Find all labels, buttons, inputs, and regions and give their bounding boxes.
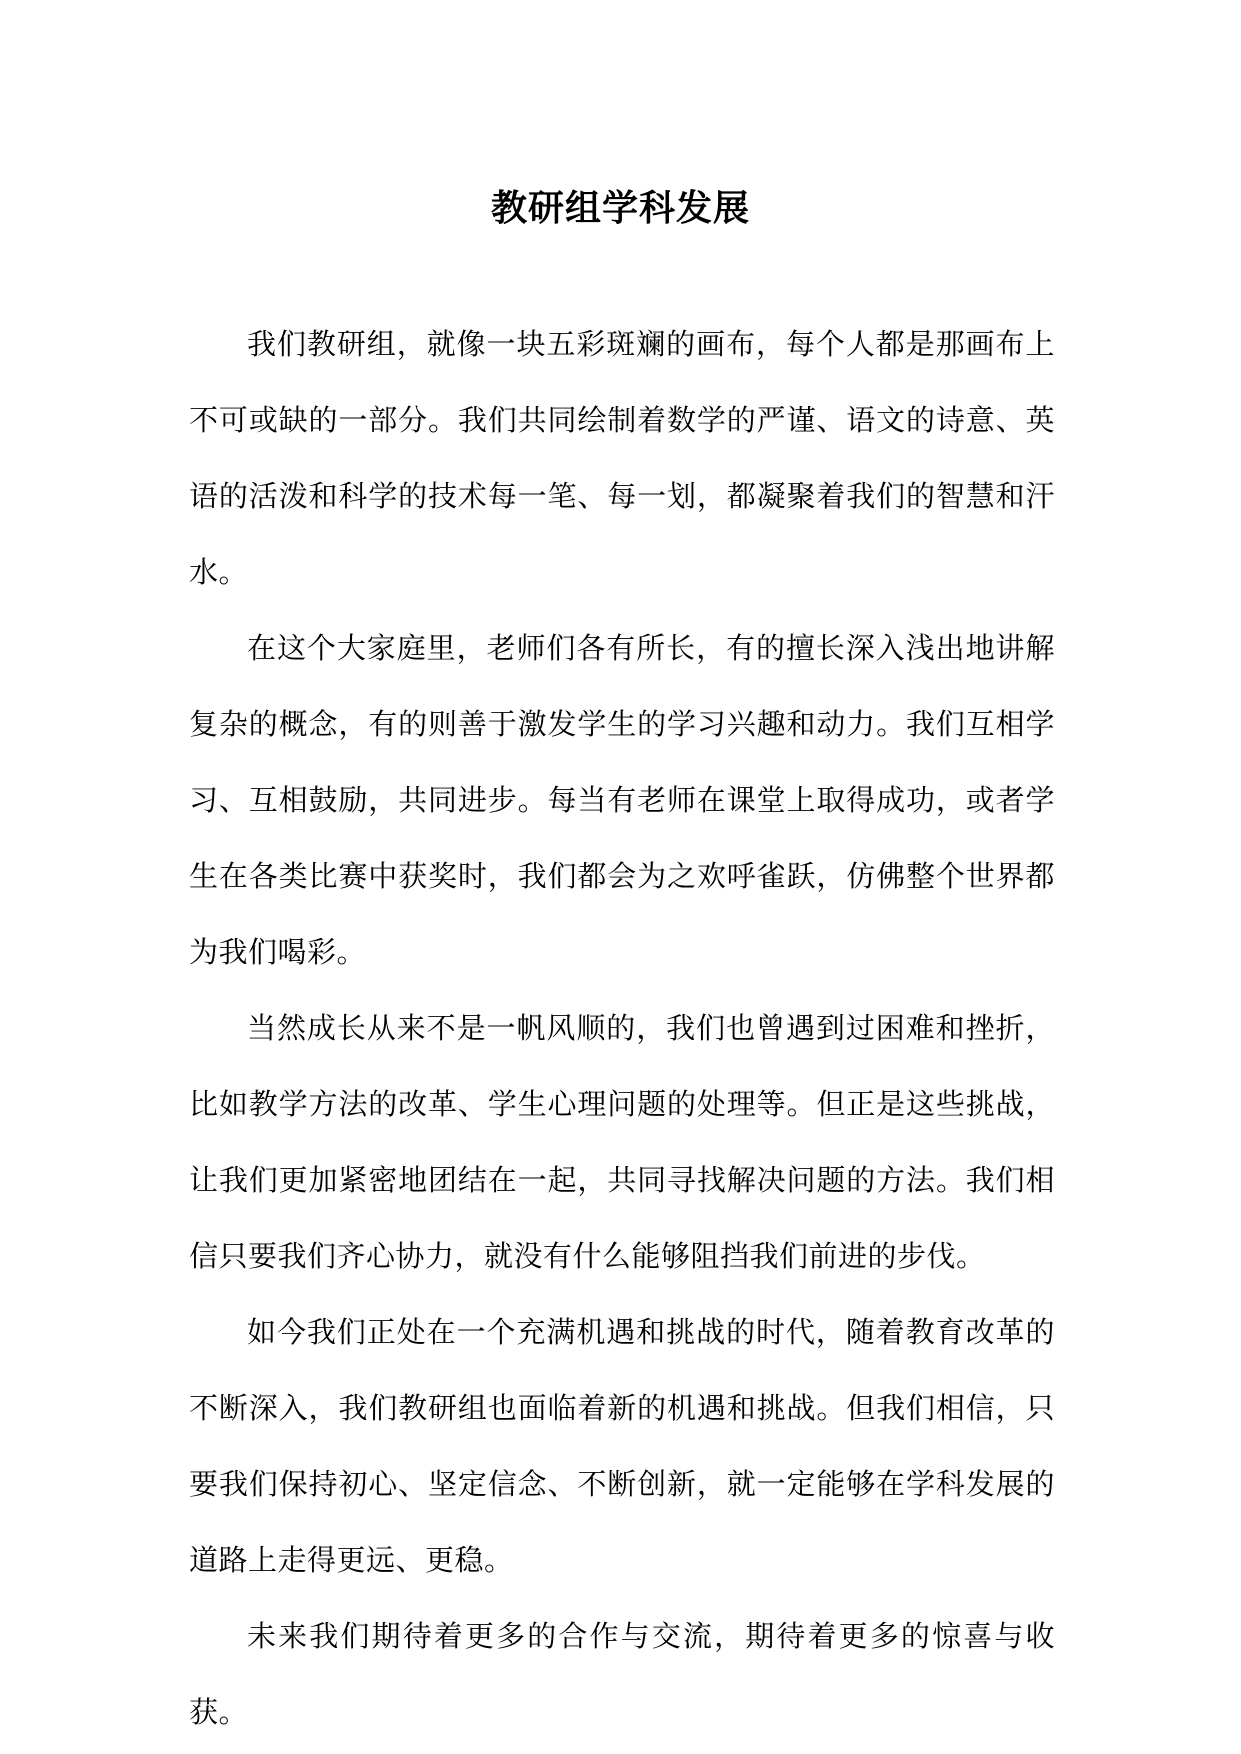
paragraph: 当然成长从来不是一帆风顺的，我们也曾遇到过困难和挫折，比如教学方法的改革、学生心理问题的处理等。但正是这些挑战，让我们更加紧密地团结在一起，共同寻找解决问题的方法。我们相信只要我们齐心协力，就没有什么能够阻挡我们前进的步伐。 [189, 1011, 1055, 1273]
paragraph: 如今我们正处在一个充满机遇和挑战的时代，随着教育改革的不断深入，我们教研组也面临着新的机遇和挑战。但我们相信，只要我们保持初心、坚定信念、不断创新，就一定能够在学科发展的道路上走得更远、更稳。 [189, 1315, 1055, 1577]
paragraph: 在这个大家庭里，老师们各有所长，有的擅长深入浅出地讲解复杂的概念，有的则善于激发学生的学习兴趣和动力。我们互相学习、互相鼓励，共同进步。每当有老师在课堂上取得成功，或者学生在各类比赛中获奖时，我们都会为之欢呼雀跃，仿佛整个世界都为我们喝彩。 [189, 631, 1055, 969]
document-body [189, 306, 1055, 1750]
paragraph: 我们教研组，就像一块五彩斑斓的画布，每个人都是那画布上不可或缺的一部分。我们共同绘制着数学的严谨、语文的诗意、英语的活泼和科学的技术每一笔、每一划，都凝聚着我们的智慧和汗水。 [189, 327, 1055, 589]
paragraph: 未来我们期待着更多的合作与交流，期待着更多的惊喜与收获。 [189, 1619, 1055, 1729]
document-title: 教研组学科发展 [490, 187, 750, 229]
